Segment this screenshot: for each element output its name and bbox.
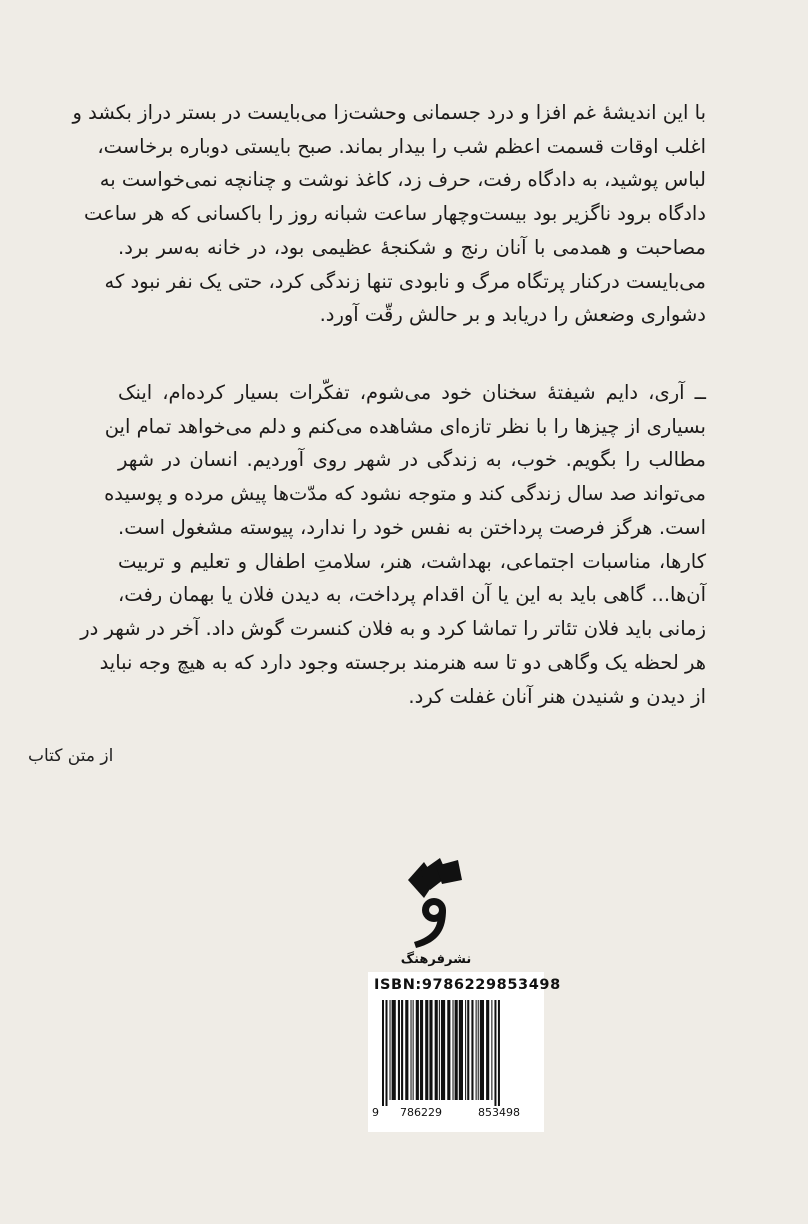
- barcode-bar: [471, 1000, 473, 1100]
- barcode-digits-right: 853498: [478, 1106, 520, 1119]
- blurb-line: مصاحبت و همدمی با آنان رنج و شکنجهٔ عظیمی بود، در خانه به‌سر برد.: [118, 235, 706, 259]
- blurb-paragraph-1: [72, 96, 706, 332]
- blurb-line: هر لحظه یک وگاهی دو تا سه هنرمند برجسته وجود دارد که به هیچ وجه نباید: [99, 650, 706, 674]
- barcode-bar: [467, 1000, 469, 1100]
- barcode-bar: [491, 1000, 492, 1100]
- blurb-line: دشواری وضعش را دریابد و بر حالش رقّت آورد.: [319, 303, 706, 327]
- barcode-bar: [425, 1000, 428, 1100]
- barcode-digit-left: 9: [372, 1106, 379, 1119]
- blurb-line: ــ آری، دایم شیفتهٔ سخنان خود می‌شوم، تفکّرات بسیار کرده‌ام، اینک: [118, 381, 706, 404]
- source-attribution: از متن کتاب: [28, 746, 114, 766]
- blurb-line: لباس پوشید، به دادگاه رفت، حرف زد، کاغذ نوشت و چنانچه نمی‌خواست به: [99, 168, 706, 192]
- blurb-line: از دیدن و شنیدن هنر آنان غفلت کرد.: [408, 684, 706, 708]
- barcode-bar: [392, 1000, 396, 1100]
- barcode-bar: [390, 1000, 391, 1100]
- blurb-line: کارها، مناسبات اجتماعی، بهداشت، هنر، سلامتِ اطفال و تعلیم و تربیت: [118, 549, 706, 573]
- barcode-bar: [413, 1000, 414, 1100]
- barcode-bar: [494, 1000, 496, 1106]
- barcode-bar: [453, 1000, 454, 1100]
- barcode-bar: [486, 1000, 489, 1100]
- barcode-bar: [386, 1000, 388, 1106]
- barcode-bar: [476, 1000, 477, 1100]
- blurb-line: بسیاری از چیزها را با نظر تازه‌ای مشاهده می‌کنم و دلم می‌خواهد تمام این: [104, 414, 706, 438]
- barcode-bar: [478, 1000, 479, 1100]
- barcode-bar: [465, 1000, 466, 1100]
- barcode-bar: [480, 1000, 484, 1100]
- barcode-bar: [455, 1000, 458, 1100]
- barcode-bar: [435, 1000, 438, 1100]
- barcode: [368, 972, 561, 1132]
- blurb-line: دادگاه برود ناگزیر بود بیست‌وچهار ساعت شبانه روز را باکسانی که هر ساعت: [83, 202, 706, 226]
- barcode-bar: [420, 1000, 423, 1100]
- barcode-bar: [429, 1000, 432, 1100]
- barcode-bar: [441, 1000, 445, 1100]
- blurb-line: اغلب اوقات قسمت اعظم شب را بیدار بماند. صبح بایستی دوباره برخاست،: [97, 134, 706, 158]
- blurb-line: می‌تواند صد سال زندگی کند و متوجه نشود که مدّت‌ها پیش مرده و پوسیده: [104, 482, 706, 506]
- barcode-bar: [439, 1000, 440, 1100]
- barcode-bar: [459, 1000, 463, 1100]
- barcode-bar: [416, 1000, 419, 1100]
- barcode-bars: [368, 1000, 544, 1106]
- barcode-digits-mid: 786229: [400, 1106, 442, 1119]
- barcode-bar: [405, 1000, 408, 1100]
- blurb-line: زمانی باید فلان تئاتر را تماشا کرد و به فلان کنسرت گوش داد. آخر در شهر در: [80, 617, 706, 641]
- publisher-name: نشرفرهنگ: [400, 952, 472, 967]
- isbn-label: ISBN:9786229853498: [374, 977, 561, 993]
- barcode-bar: [398, 1000, 400, 1100]
- blurb-line: با این اندیشهٔ غم افزا و درد جسمانی وحشت‌زا می‌بایست در بستر دراز بکشد و: [72, 101, 706, 124]
- blurb-line: می‌بایست درکنار پرتگاه مرگ و نابودی تنها زندگی کرد، حتی یک نفر نبود که: [104, 269, 706, 293]
- barcode-bar: [447, 1000, 450, 1100]
- blurb-line: آن‌ها... گاهی باید به این یا آن اقدام پرداخت، به دیدن فلان یا بهمان رفت،: [118, 583, 706, 607]
- barcode-bar: [382, 1000, 384, 1106]
- book-fa-logo-icon: [406, 858, 464, 952]
- blurb-line: است. هرگز فرصت پرداختن به نفس خود را ندارد، پیوسته مشغول است.: [118, 515, 706, 539]
- barcode-bar: [411, 1000, 412, 1100]
- blurb-line: مطالب را بگویم. خوب، به زندگی در شهر روی آوردیم. انسان در شهر: [118, 448, 706, 472]
- barcode-bar: [401, 1000, 403, 1100]
- blurb-paragraph-2: [80, 376, 706, 713]
- barcode-bar: [498, 1000, 500, 1106]
